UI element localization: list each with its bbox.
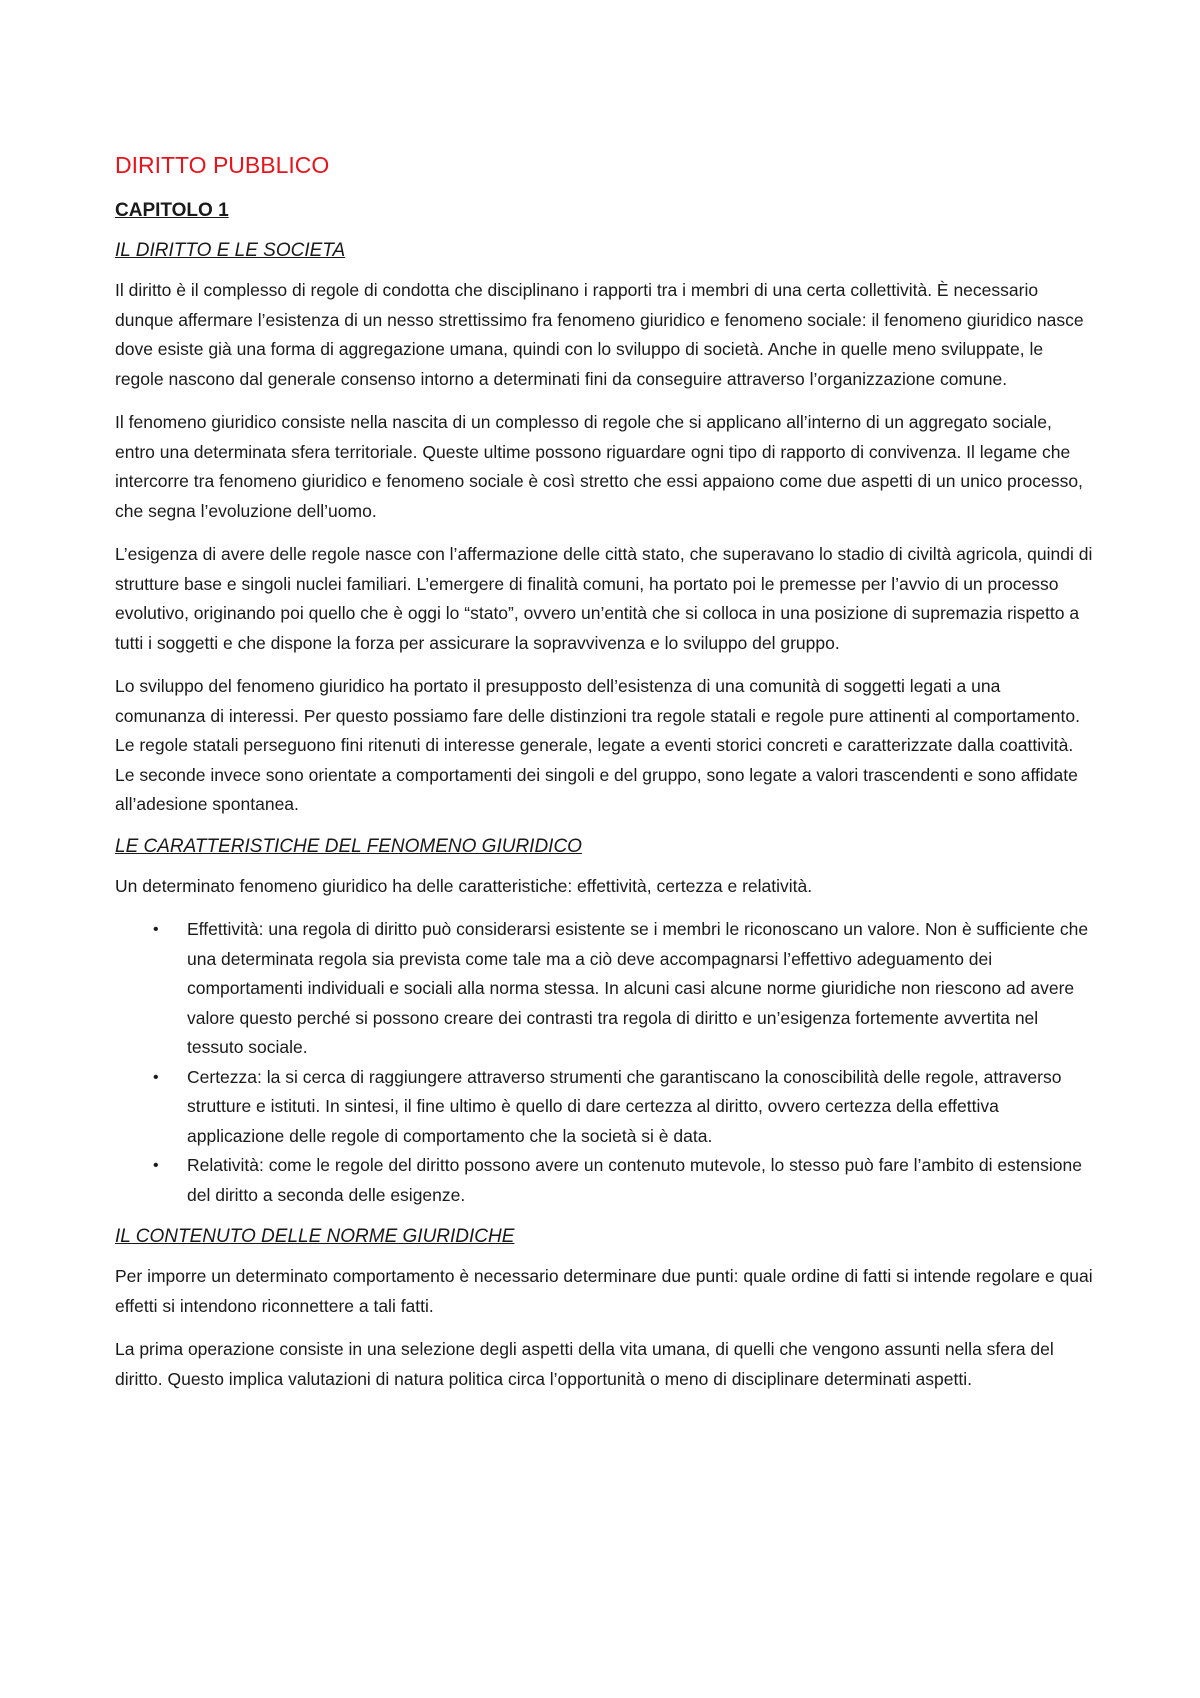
section-intro: Un determinato fenomeno giuridico ha delle caratteristiche: effettività, certezza e relatività. xyxy=(115,875,813,896)
paragraph: Per imporre un determinato comportamento è necessario determinare due punti: quale ordine di fatti si intende regolare e quai effetti si intendono riconnettere a tali fatti. xyxy=(115,1266,1093,1316)
chapter-heading: CAPITOLO 1 xyxy=(115,200,229,221)
list-item-effettivita xyxy=(115,915,1095,1063)
paragraph: Lo sviluppo del fenomeno giuridico ha portato il presupposto dell’esistenza di una comunità di soggetti legati a una comunanza di interessi. Per questo possiamo fare delle distinzioni tra regole statali e regole pure attinenti al comportamento. Le regole statali perseguono fini ritenuti di interesse generale, legate a eventi storici concreti e caratterizzate dalla coattività. Le seconde invece sono orientate a comportamenti dei singoli e del gruppo, sono legate a valori trascendenti e sono affidate all’adesione spontanea. xyxy=(115,676,1080,814)
section-heading-diritto-societa: IL DIRITTO E LE SOCIETA xyxy=(115,240,346,261)
list-item-text: Relatività: come le regole del diritto possono avere un contenuto mutevole, lo stesso può fare l’ambito di estensione del diritto a seconda delle esigenze. xyxy=(187,1155,1082,1205)
bullet-icon: • xyxy=(153,921,159,938)
paragraph: La prima operazione consiste in una selezione degli aspetti della vita umana, di quelli che vengono assunti nella sfera del diritto. Questo implica valutazioni di natura politica circa l’opportunità o meno di disciplinare determinati aspetti. xyxy=(115,1339,1054,1389)
document-title: DIRITTO PUBBLICO xyxy=(115,152,330,178)
document-content xyxy=(115,150,1095,1408)
paragraph: L’esigenza di avere delle regole nasce con l’affermazione delle città stato, che superavano lo stadio di civiltà agricola, quindi di strutture base e singoli nuclei familiari. L’emergere di finalità comuni, ha portato poi le premesse per l’avvio di un processo evolutivo, originando poi quello che è oggi lo “stato”, ovvero un’entità che si colloca in una posizione di supremazia rispetto a tutti i soggetti e che dispone la forza per assicurare la sopravvivenza e lo sviluppo del gruppo. xyxy=(115,544,1093,653)
list-item-text: Effettività: una regola di diritto può considerarsi esistente se i membri le riconoscano un valore. Non è sufficiente che una determinata regola sia prevista come tale ma a ciò deve accompagnarsi l’effettivo adeguamento dei comportamenti individuali e sociali alla norma stessa. In alcuni casi alcune norme giuridiche non riescono ad avere valore questo perché si possono creare dei contrasti tra regola di diritto e un’esigenza fortemente avvertita nel tessuto sociale. xyxy=(187,919,1089,1057)
list-item-relativita xyxy=(115,1151,1095,1210)
bullet-icon: • xyxy=(153,1068,159,1086)
bullet-icon: • xyxy=(153,1157,159,1174)
paragraph: Il fenomeno giuridico consiste nella nascita di un complesso di regole che si applicano all’interno di un aggregato sociale, entro una determinata sfera territoriale. Queste ultime possono riguardare ogni tipo di rapporto di convivenza. Il legame che intercorre tra fenomeno giuridico e fenomeno sociale è così stretto che essi appaiono come due aspetti di un unico processo, che segna l’evoluzione dell’uomo. xyxy=(115,412,1083,521)
section-heading-contenuto-norme: IL CONTENUTO DELLE NORME GIURIDICHE xyxy=(115,1226,515,1247)
list-item-text: Certezza: la si cerca di raggiungere attraverso strumenti che garantiscano la conoscibilità delle regole, attraverso strutture e istituti. In sintesi, il fine ultimo è quello di dare certezza al diritto, ovvero certezza della effettiva applicazione delle regole di comportamento che la società si è data. xyxy=(187,1066,1062,1146)
paragraph: Il diritto è il complesso di regole di condotta che disciplinano i rapporti tra i membri di una certa collettività. È necessario dunque affermare l’esistenza di un nesso strettissimo fra fenomeno giuridico e fenomeno sociale: il fenomeno giuridico nasce dove esiste già una forma di aggregazione umana, quindi con lo sviluppo di società. Anche in quelle meno sviluppate, le regole nascono dal generale consenso intorno a determinati fini da conseguire attraverso l’organizzazione comune. xyxy=(115,280,1084,389)
list-item-certezza xyxy=(115,1063,1095,1152)
section-heading-caratteristiche: LE CARATTERISTICHE DEL FENOMENO GIURIDICO xyxy=(115,835,582,857)
characteristics-list xyxy=(115,915,1095,1210)
